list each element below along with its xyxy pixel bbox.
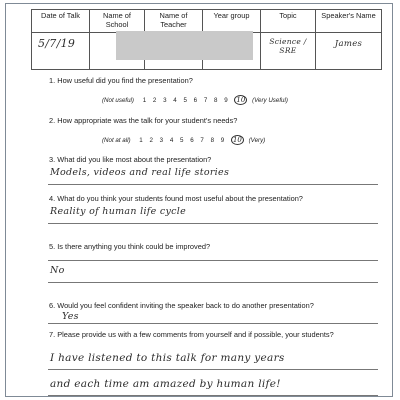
q2-scale-4: 4 xyxy=(169,137,174,144)
question-6: 6. Would you feel confident inviting the speaker back to do another presentation? xyxy=(49,301,314,310)
answer-line xyxy=(48,260,378,261)
q2-scale-low-label: (Not at all) xyxy=(102,137,131,144)
q2-scale-2: 2 xyxy=(149,137,153,144)
q1-scale-high-label: (Very Useful) xyxy=(252,97,288,104)
answer-line xyxy=(48,369,378,370)
q2-scale-7: 7 xyxy=(200,137,204,144)
q6-answer: Yes xyxy=(62,311,79,322)
topic-line-1: Science / xyxy=(269,37,307,46)
q5-answer: No xyxy=(50,265,65,276)
q2-scale-6: 6 xyxy=(190,137,194,144)
q2-selected-rating: 10 xyxy=(232,136,242,144)
date-value: 5/7/19 xyxy=(32,33,90,70)
q2-scale-5: 5 xyxy=(180,137,184,144)
q1-scale-low-label: (Not useful) xyxy=(102,97,134,104)
question-2: 2. How appropriate was the talk for your student's needs? xyxy=(49,116,238,125)
q1-scale-9: 9 xyxy=(224,97,228,104)
q2-scale-3: 3 xyxy=(159,137,164,144)
q4-answer: Reality of human life cycle xyxy=(50,206,187,217)
q1-scale-5: 5 xyxy=(183,97,187,104)
redaction-block xyxy=(116,31,253,60)
answer-line xyxy=(48,223,378,224)
q1-rating-scale xyxy=(102,95,295,105)
col-speakers-name: Speaker's Name xyxy=(316,10,382,33)
q1-scale-8: 8 xyxy=(214,97,218,104)
q1-selected-rating: 10 xyxy=(236,96,246,104)
question-5: 5. Is there anything you think could be improved? xyxy=(49,242,211,251)
q2-rating-scale xyxy=(102,135,272,145)
q2-scale-high-label: (Very) xyxy=(248,137,266,144)
q1-scale-7: 7 xyxy=(203,97,208,104)
col-name-of-school: Name of School xyxy=(90,10,145,33)
q1-scale-3: 3 xyxy=(163,97,167,104)
question-3: 3. What did you like most about the presentation? xyxy=(49,155,212,164)
answer-line xyxy=(48,282,378,283)
q1-scale-2: 2 xyxy=(152,97,157,104)
q1-scale-6: 6 xyxy=(193,97,198,104)
q2-scale-8: 8 xyxy=(210,137,215,144)
q2-scale-9: 9 xyxy=(220,137,225,144)
q7-answer-line-1: I have listened to this talk for many years xyxy=(50,352,285,364)
answer-line xyxy=(48,184,378,185)
speaker-value: James xyxy=(316,33,382,70)
topic-line-2: SRE xyxy=(279,46,297,55)
question-7: 7. Please provide us with a few comments from yourself and if possible, your students? xyxy=(49,330,334,339)
answer-line xyxy=(48,395,378,396)
answer-line xyxy=(48,323,378,324)
q3-answer: Models, videos and real life stories xyxy=(50,167,230,178)
q2-scale-1: 1 xyxy=(139,137,143,144)
q1-scale-1: 1 xyxy=(142,97,147,104)
question-4: 4. What do you think your students found most useful about the presentation? xyxy=(49,194,303,203)
q7-answer-line-2: and each time am amazed by human life! xyxy=(50,378,281,390)
question-1: 1. How useful did you find the presentation? xyxy=(49,76,193,85)
topic-value xyxy=(261,33,316,70)
col-name-of-teacher: Name of Teacher xyxy=(145,10,203,33)
col-year-group: Year group xyxy=(203,10,261,33)
feedback-form xyxy=(5,3,393,397)
q1-scale-4: 4 xyxy=(173,97,177,104)
col-date-of-talk: Date of Talk xyxy=(32,10,90,33)
col-topic: Topic xyxy=(261,10,316,33)
table-header-row xyxy=(32,10,382,33)
